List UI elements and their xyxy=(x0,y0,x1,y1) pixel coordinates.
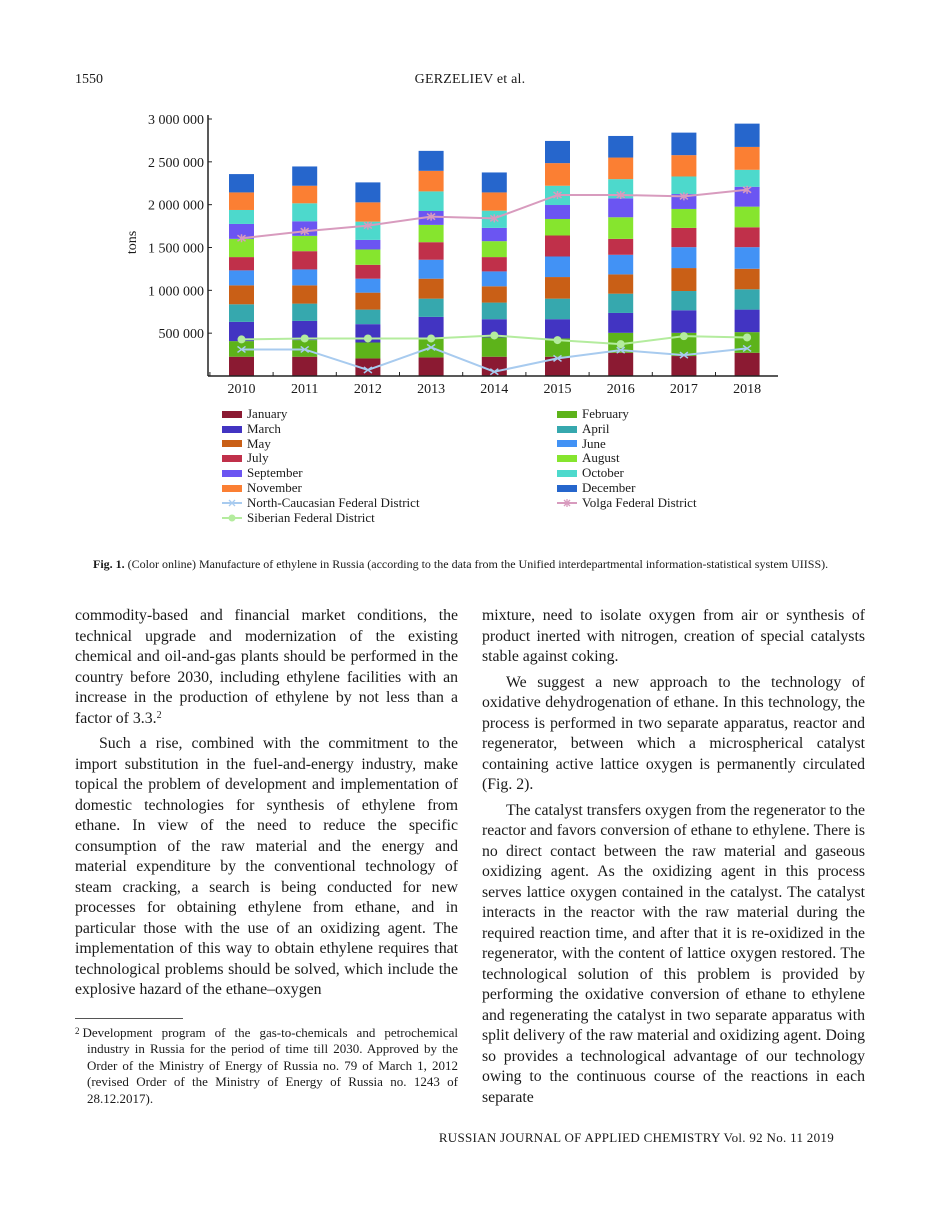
bar-segment-september-2015 xyxy=(545,205,570,219)
bar-segment-november-2014 xyxy=(482,192,507,210)
bar-segment-january-2017 xyxy=(671,356,696,376)
bar-segment-august-2018 xyxy=(735,207,760,228)
footnote-text: Development program of the gas-to-chemicals and petrochemical industry in Russia for the period of time till 2030. Approved by the Order of the Ministry of Energy of Russia no. 79 of March 1, 2012 (revised Order of the Ministry of Energy of Russia no. 1243 of 28.12.2017). xyxy=(82,1025,458,1106)
bar-segment-april-2011 xyxy=(292,304,317,321)
legend-item xyxy=(222,466,420,481)
bar-segment-april-2017 xyxy=(671,291,696,310)
bar-segment-august-2012 xyxy=(355,249,380,264)
bar-segment-july-2014 xyxy=(482,257,507,271)
legend-label: April xyxy=(582,420,610,436)
bar-segment-september-2016 xyxy=(608,198,633,217)
y-tick-label: 2 500 000 xyxy=(148,155,204,171)
legend-swatch xyxy=(557,426,577,433)
marker-siberian-federal-district-2015 xyxy=(554,336,562,344)
footnote-divider xyxy=(75,1018,183,1019)
bar-segment-january-2014 xyxy=(482,357,507,376)
legend-label: May xyxy=(247,435,271,451)
bar-segment-june-2018 xyxy=(735,247,760,269)
bar-segment-december-2015 xyxy=(545,141,570,163)
bar-segment-october-2010 xyxy=(229,210,254,224)
bar-segment-october-2013 xyxy=(419,191,444,211)
bar-segment-july-2011 xyxy=(292,251,317,269)
y-tick-label: 3 000 000 xyxy=(148,113,204,128)
legend-item xyxy=(222,422,420,437)
bar-segment-november-2010 xyxy=(229,192,254,210)
legend-item xyxy=(557,481,697,496)
bar-segment-may-2012 xyxy=(355,293,380,310)
journal-footer: RUSSIAN JOURNAL OF APPLIED CHEMISTRY Vol. 92 No. 11 2019 xyxy=(438,1130,834,1145)
legend-item xyxy=(557,437,697,452)
bar-segment-may-2014 xyxy=(482,286,507,302)
x-tick-label: 2013 xyxy=(417,382,446,397)
bar-segment-april-2014 xyxy=(482,303,507,320)
legend-item xyxy=(222,481,420,496)
x-tick-label: 2014 xyxy=(480,382,509,397)
x-tick-label: 2011 xyxy=(290,382,319,397)
legend-label: Siberian Federal District xyxy=(247,509,375,525)
legend-label: September xyxy=(247,465,303,481)
bar-segment-april-2012 xyxy=(355,310,380,325)
legend-label: December xyxy=(582,479,636,495)
legend-swatch xyxy=(222,455,242,462)
legend-label: October xyxy=(582,465,624,481)
bar-segment-november-2015 xyxy=(545,163,570,186)
bar-segment-november-2013 xyxy=(419,171,444,192)
legend-swatch xyxy=(557,411,577,418)
marker-siberian-federal-district-2013 xyxy=(427,334,435,342)
legend-swatch xyxy=(557,485,577,492)
page-number: 1550 xyxy=(75,72,103,87)
marker-siberian-federal-district-2016 xyxy=(617,340,625,348)
legend-item xyxy=(222,451,420,466)
running-head-authors: GERZELIEV et al. xyxy=(414,72,526,87)
legend-label: June xyxy=(582,435,606,451)
bar-segment-june-2011 xyxy=(292,269,317,285)
bar-segment-october-2017 xyxy=(671,176,696,194)
bar-segment-august-2015 xyxy=(545,219,570,236)
bar-segment-june-2016 xyxy=(608,255,633,275)
paragraph: mixture, need to isolate oxygen from air or synthesis of product inerted with nitrogen, creation of special catalysts stable against coking. xyxy=(482,607,865,665)
bar-segment-september-2012 xyxy=(355,240,380,250)
figure-caption-text: (Color online) Manufacture of ethylene in Russia (according to the data from the Unified interdepartmental information-statistical system UIISS). xyxy=(124,557,829,571)
bar-segment-december-2010 xyxy=(229,174,254,192)
bar-segment-january-2018 xyxy=(735,353,760,376)
bar-segment-november-2018 xyxy=(735,147,760,170)
bar-segment-october-2011 xyxy=(292,203,317,221)
legend-label: February xyxy=(582,406,629,421)
bar-segment-december-2014 xyxy=(482,172,507,192)
bar-segment-august-2017 xyxy=(671,209,696,228)
x-tick-label: 2012 xyxy=(353,382,382,397)
bar-segment-december-2013 xyxy=(419,151,444,171)
legend-item xyxy=(557,496,697,511)
paragraph: We suggest a new approach to the technology of oxidative dehydrogenation of ethane. In this technology, the process is performed in two separate apparatus, reactor and regenerator, between which a microspherical catalyst containing active lattice oxygen is permanently circulated (Fig. 2). xyxy=(482,673,865,793)
bar-segment-august-2011 xyxy=(292,236,317,251)
footnote xyxy=(75,1025,458,1107)
y-tick-label: 2 000 000 xyxy=(148,198,204,214)
bar-segment-january-2011 xyxy=(292,357,317,376)
bar-segment-july-2018 xyxy=(735,227,760,247)
legend-line-circle-icon xyxy=(222,513,242,523)
x-tick-label: 2018 xyxy=(733,382,762,397)
bar-segment-december-2011 xyxy=(292,166,317,185)
legend-swatch xyxy=(222,470,242,477)
bar-segment-july-2013 xyxy=(419,242,444,260)
legend-left-column xyxy=(222,407,420,525)
marker-siberian-federal-district-2010 xyxy=(238,335,246,343)
y-axis-label: tons xyxy=(125,230,140,255)
bar-segment-september-2014 xyxy=(482,228,507,241)
bar-segment-may-2013 xyxy=(419,279,444,299)
legend-swatch xyxy=(222,426,242,433)
bar-segment-august-2016 xyxy=(608,217,633,239)
marker-siberian-federal-district-2017 xyxy=(680,332,688,340)
bar-segment-february-2012 xyxy=(355,343,380,359)
legend-swatch xyxy=(222,440,242,447)
legend-item xyxy=(557,407,697,422)
bar-segment-may-2010 xyxy=(229,285,254,304)
bar-segment-january-2013 xyxy=(419,357,444,376)
legend-label: July xyxy=(247,450,269,466)
bar-segment-july-2017 xyxy=(671,228,696,247)
paragraph: Such a rise, combined with the commitment to the import substitution in the fuel-and-energy industry, make topical the problem of development and implementation of domestic technologies for synthesis of ethylene from ethane. In view of the need to reduce the specific consumption of the raw material and the energy and material expenditure by the conventional technology of steam cracking, a search is being conducted for new processes for obtaining ethylene from ethane, and in particular those with the use of an oxidizing agent. The implementation of this way to obtain ethylene requires that technological problems should be solved, which include the explosive hazard of the ethane–oxygen xyxy=(75,735,458,998)
bar-segment-march-2016 xyxy=(608,313,633,333)
legend-swatch xyxy=(222,411,242,418)
legend-line-star-icon xyxy=(557,498,577,508)
bar-segment-december-2016 xyxy=(608,136,633,158)
bar-segment-may-2016 xyxy=(608,274,633,293)
marker-siberian-federal-district-2014 xyxy=(490,331,498,339)
bar-segment-january-2010 xyxy=(229,357,254,376)
bar-segment-may-2011 xyxy=(292,285,317,303)
bar-segment-january-2016 xyxy=(608,353,633,376)
bar-segment-june-2010 xyxy=(229,270,254,285)
legend-label: August xyxy=(582,450,620,466)
bar-segment-december-2017 xyxy=(671,133,696,156)
bar-segment-june-2015 xyxy=(545,256,570,277)
bar-segment-march-2015 xyxy=(545,319,570,338)
bar-segment-april-2015 xyxy=(545,299,570,320)
footnote-reference: 2 xyxy=(156,709,162,721)
bar-segment-march-2018 xyxy=(735,310,760,333)
y-tick-label: 500 000 xyxy=(158,327,204,343)
bar-segment-june-2017 xyxy=(671,247,696,268)
bar-segment-august-2013 xyxy=(419,225,444,242)
y-tick-label: 1 500 000 xyxy=(148,241,204,257)
legend-item xyxy=(557,451,697,466)
legend-label: November xyxy=(247,479,302,495)
bar-segment-may-2015 xyxy=(545,277,570,299)
bar-segment-august-2014 xyxy=(482,241,507,257)
figure-label: Fig. 1. xyxy=(93,557,125,571)
legend-swatch xyxy=(557,470,577,477)
legend-label: North-Caucasian Federal District xyxy=(247,494,420,510)
x-tick-label: 2010 xyxy=(227,382,256,397)
bar-segment-november-2011 xyxy=(292,186,317,204)
bar-segment-february-2011 xyxy=(292,340,317,357)
legend-item xyxy=(222,511,420,526)
legend-swatch xyxy=(557,455,577,462)
ethylene-production-chart xyxy=(100,100,800,400)
bar-segment-july-2015 xyxy=(545,236,570,257)
bar-segment-april-2010 xyxy=(229,304,254,322)
bar-segment-may-2017 xyxy=(671,268,696,291)
legend-swatch xyxy=(557,440,577,447)
bar-segment-february-2014 xyxy=(482,337,507,356)
bar-segment-may-2018 xyxy=(735,269,760,290)
y-tick-label: 1 000 000 xyxy=(148,284,204,300)
bar-segment-november-2012 xyxy=(355,202,380,221)
bar-segment-july-2010 xyxy=(229,257,254,270)
legend-label: January xyxy=(247,406,288,421)
legend-item xyxy=(222,407,420,422)
bar-segment-april-2013 xyxy=(419,299,444,317)
legend-item xyxy=(557,422,697,437)
x-tick-label: 2017 xyxy=(669,382,698,397)
bar-segment-march-2017 xyxy=(671,310,696,333)
marker-siberian-federal-district-2012 xyxy=(364,334,372,342)
legend-item xyxy=(557,466,697,481)
bar-segment-december-2012 xyxy=(355,182,380,202)
body-left-column xyxy=(75,606,458,1006)
marker-siberian-federal-district-2011 xyxy=(301,334,309,342)
legend-swatch xyxy=(222,485,242,492)
marker-siberian-federal-district-2018 xyxy=(743,333,751,341)
footnote-marker: 2 xyxy=(75,1026,80,1036)
x-tick-label: 2015 xyxy=(543,382,572,397)
legend-item xyxy=(222,496,420,511)
bar-segment-october-2018 xyxy=(735,170,760,187)
bar-segment-december-2018 xyxy=(735,124,760,147)
bar-segment-april-2018 xyxy=(735,289,760,309)
running-head xyxy=(75,72,865,92)
x-tick-label: 2016 xyxy=(606,382,635,397)
bar-segment-june-2013 xyxy=(419,260,444,279)
legend-line-x-icon xyxy=(222,498,242,508)
legend-item xyxy=(222,437,420,452)
bar-segment-november-2016 xyxy=(608,158,633,180)
bar-segment-july-2016 xyxy=(608,239,633,255)
legend-label: March xyxy=(247,420,281,436)
paragraph: commodity-based and financial market conditions, the technical upgrade and modernization of the existing chemical and oil-and-gas plants should be performed in the country before 2030, including ethylene facilities with an increase in the production of ethylene by not less than a factor of 3.3.$^2$ xyxy=(75,607,458,727)
paragraph: The catalyst transfers oxygen from the regenerator to the reactor and favors conversion of ethane to ethylene. There is no direct contact between the raw material and gaseous oxidizing agent. As the oxidizing agent in this process serves lattice oxygen contained in the catalyst. The catalyst interacts in the reactor with the raw material during the required reaction time, and after that it is re-oxidized in the regenerator, with the content of lattice oxygen restored. The technological solution of this problem is provided by performing the oxidative conversion of ethane to ethylene and regenerating the catalyst in two separate apparatus with split delivery of the raw material and oxidizing agent. Doing so provides a technological advantage of our technology owing to the continuous course of the reactions in each separate xyxy=(482,801,865,1106)
bar-segment-june-2014 xyxy=(482,271,507,286)
body-right-column xyxy=(482,606,865,1113)
bar-segment-november-2017 xyxy=(671,155,696,176)
bar-segment-april-2016 xyxy=(608,294,633,313)
figure-caption xyxy=(93,557,863,572)
bar-segment-july-2012 xyxy=(355,265,380,279)
bar-segment-june-2012 xyxy=(355,279,380,293)
legend-right-column xyxy=(557,407,697,511)
legend-label: Volga Federal District xyxy=(582,494,697,510)
